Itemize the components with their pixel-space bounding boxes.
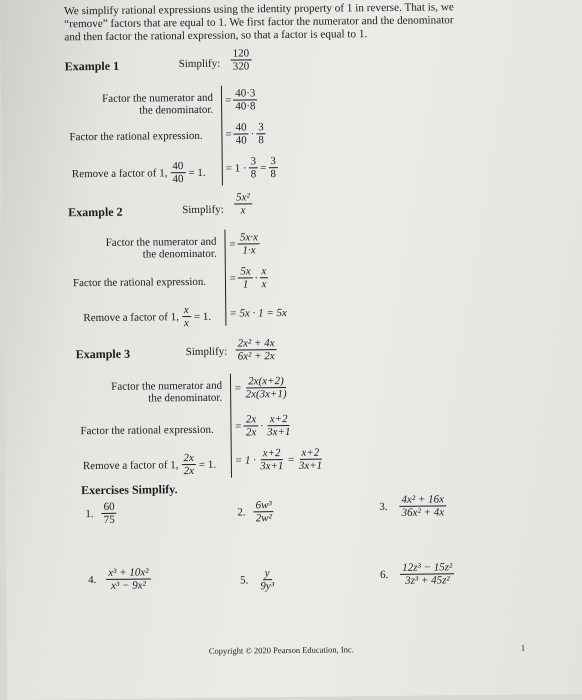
intro-line: and then factor the rational expression, so that a factor is equal to 1. bbox=[64, 28, 368, 44]
example-1-step3-expr: = 1 · $\frac{3}{8}$ = $\frac{3}{8}$ bbox=[225, 155, 276, 181]
example-2-step2-expr: = $\frac{5x}{1}$ · $\frac{x}{x}$ bbox=[228, 265, 267, 291]
exercise-item: 3. $\frac{\text{4x² + 16x}}{\text{36x² + 4x}}$ bbox=[379, 493, 445, 519]
example-3-title: Example 3 bbox=[75, 346, 131, 362]
example-1-step2-label: Factor the rational expression. bbox=[69, 129, 203, 144]
example-3-step3-label: Remove a factor of 1, $\frac{2x}{2x}$ = 1. bbox=[82, 451, 217, 478]
exercise-item: 5. $\frac{y}{\text{9y³}}$ bbox=[240, 567, 275, 593]
example-3-step3-expr: = 1 · $\frac{x+2}{3x+1}$ = $\frac{x+2}{3x+1}$ bbox=[234, 446, 323, 473]
intro-paragraph bbox=[64, 0, 534, 45]
exercise-item: 2. $\frac{\text{6w³}}{\text{2w²}}$ bbox=[237, 499, 272, 525]
example-3-step2-expr: = $\frac{2x}{2x}$ · $\frac{x+2}{3x+1}$ bbox=[234, 413, 291, 439]
example-1-step1-expr: = $\frac{40\cdot 3}{40\cdot 8}$ bbox=[224, 87, 256, 113]
example-2-step1-expr: = $\frac{5x\cdot x}{1\cdot x}$ bbox=[228, 231, 260, 256]
simplify-label: Simplify: bbox=[178, 57, 221, 71]
example-2-step1-label: Factor the numerator and the denominator. bbox=[105, 235, 217, 261]
example-3-fraction: $\frac{\text{2x² + 4x}}{\text{6x² + 2x}}$ bbox=[237, 337, 275, 363]
intro-line: “remove” factors that are equal to 1. We first factor the numerator and the denominator bbox=[64, 14, 454, 31]
example-3-step1-label: Factor the numerator and the denominator. bbox=[111, 379, 223, 405]
example-3-step1-expr: = $\frac{2x(x+2)}{2x(3x+1)}$ bbox=[234, 375, 287, 401]
example-2-step2-label: Factor the rational expression. bbox=[72, 275, 207, 290]
step-divider bbox=[221, 86, 223, 186]
copyright-text: Copyright © 2020 Pearson Education, Inc. bbox=[208, 644, 354, 656]
example-1-fraction: $\frac{120}{320}$ bbox=[232, 47, 250, 73]
simplify-label: Simplify: bbox=[185, 345, 228, 359]
example-2-step3-expr: = 5x · 1 = 5x bbox=[229, 307, 287, 320]
example-2-title: Example 2 bbox=[68, 204, 123, 220]
step-divider bbox=[230, 374, 232, 478]
example-1-title: Example 1 bbox=[64, 58, 120, 74]
intro-line: We simplify rational expressions using the identity property of 1 in reverse. That is, we bbox=[64, 1, 454, 18]
exercises-title: Exercises Simplify. bbox=[81, 482, 178, 498]
example-1-step1-label: Factor the numerator and the denominator. bbox=[102, 91, 214, 117]
simplify-label: Simplify: bbox=[182, 203, 224, 217]
exercise-item: 1. $\frac{60}{75}$ bbox=[85, 500, 115, 526]
exercise-item: 6. $\frac{\text{12z³ − 15z²}}{\text{3z³ + 45z²}}$ bbox=[380, 561, 455, 587]
example-2-step3-label: Remove a factor of 1, $\frac{x}{x}$ = 1. bbox=[83, 304, 212, 330]
example-3-step2-label: Factor the rational expression. bbox=[80, 423, 214, 438]
step-divider bbox=[224, 230, 226, 326]
example-2-fraction: $\frac{\text{5x²}}{x}$ bbox=[234, 191, 252, 216]
example-1-step3-label: Remove a factor of 1, $\frac{40}{40}$ = 1. bbox=[71, 160, 206, 186]
example-1-step2-expr: = $\frac{40}{40}$ · $\frac{3}{8}$ bbox=[225, 121, 264, 147]
exercise-item: 4. $\frac{\text{x³ + 10x²}}{\text{x³ − 9x²}}$ bbox=[88, 566, 151, 592]
page-number: 1 bbox=[520, 642, 526, 653]
